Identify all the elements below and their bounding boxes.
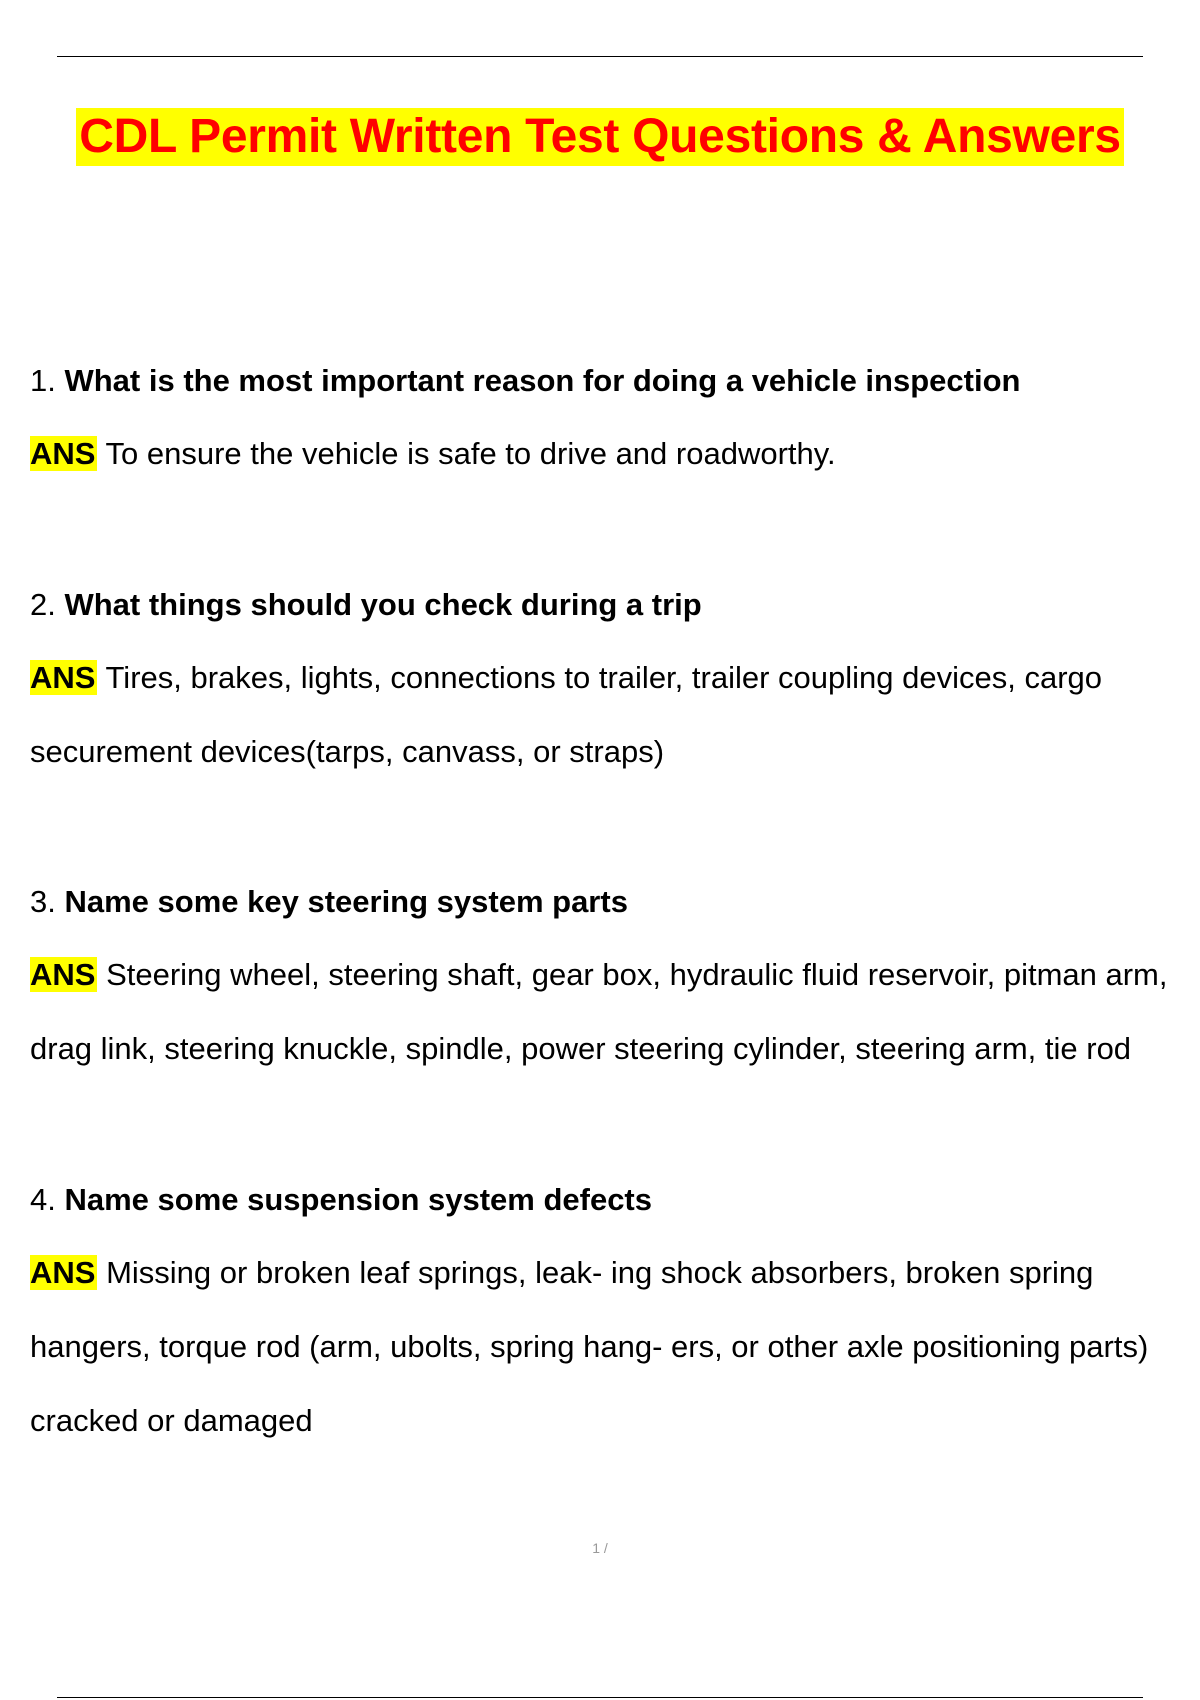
question-2	[30, 585, 702, 625]
question-3	[30, 882, 628, 922]
question-text: Name some suspension system defects	[64, 1182, 653, 1217]
answer-text: Missing or broken leaf springs, leak- ing shock absorbers, broken spring hangers, torque rod (arm, ubolts, spring hang- ers, or other axle positioning parts) cracked or damaged	[30, 1255, 1149, 1438]
question-4	[30, 1180, 652, 1220]
document-title	[0, 108, 1200, 166]
question-1	[30, 361, 1020, 401]
answer-2	[30, 641, 1200, 789]
answer-tag: ANS	[30, 1255, 96, 1290]
question-text: What things should you check during a trip	[64, 587, 702, 622]
question-text: Name some key steering system parts	[64, 884, 628, 919]
question-number: 1.	[30, 363, 56, 398]
answer-text: Steering wheel, steering shaft, gear box, hydraulic fluid reservoir, pitman arm, drag link, steering knuckle, spindle, power steering cylinder, steering arm, tie rod	[30, 957, 1168, 1066]
answer-text: Tires, brakes, lights, connections to trailer, trailer coupling devices, cargo securement devices(tarps, canvass, or straps)	[30, 660, 1102, 769]
title-highlight: CDL Permit Written Test Questions & Answers	[76, 108, 1124, 166]
bottom-rule	[57, 1697, 1143, 1698]
answer-tag: ANS	[30, 957, 96, 992]
answer-text: To ensure the vehicle is safe to drive and roadworthy.	[105, 436, 836, 471]
answer-tag: ANS	[30, 436, 96, 471]
answer-3	[30, 938, 1200, 1086]
top-rule	[57, 56, 1143, 57]
answer-4	[30, 1236, 1200, 1458]
question-number: 3.	[30, 884, 56, 919]
question-text: What is the most important reason for doing a vehicle inspection	[64, 363, 1021, 398]
question-number: 4.	[30, 1182, 56, 1217]
answer-1	[30, 417, 1200, 491]
answer-tag: ANS	[30, 660, 96, 695]
question-number: 2.	[30, 587, 56, 622]
page-number: 1 /	[592, 1540, 608, 1556]
